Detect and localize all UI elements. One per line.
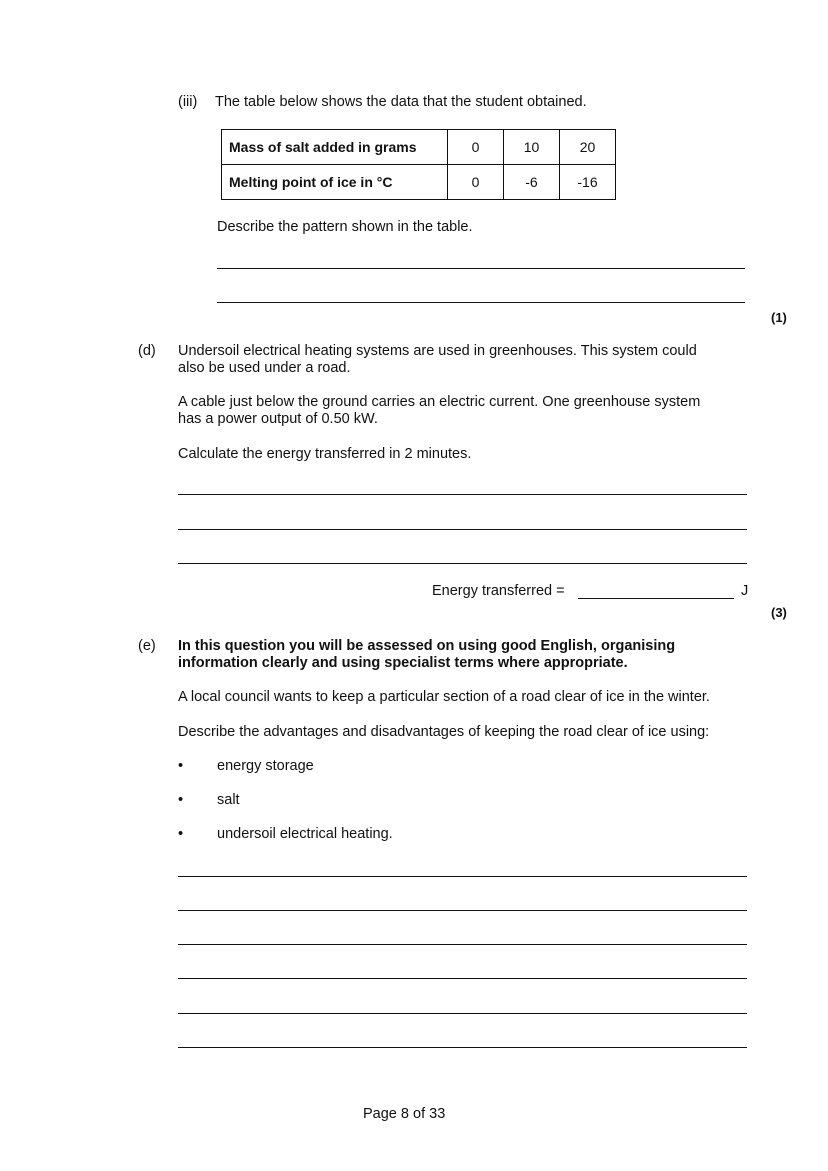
bullet-icon: • [178,826,184,842]
list-item: energy storage [217,758,314,774]
answer-line[interactable] [178,1013,747,1014]
part-e-bold-line1: In this question you will be assessed on using good English, organising [178,638,676,654]
list-item: undersoil electrical heating. [217,826,393,842]
part-d-para1-line2: also be used under a road. [178,360,351,376]
answer-line[interactable] [178,978,747,979]
marks-label: (3) [771,605,787,620]
part-d-prompt: Calculate the energy transferred in 2 minutes. [178,446,472,462]
part-d-para2-line2: has a power output of 0.50 kW. [178,411,378,427]
total-pages: 33 [429,1106,446,1122]
bullet-icon: • [178,758,184,774]
table-cell: 0 [448,130,504,165]
part-iii-prompt: Describe the pattern shown in the table. [217,219,473,235]
part-d-para2-line1: A cable just below the ground carries an electric current. One greenhouse system [178,394,701,410]
table-cell: -6 [504,165,560,200]
part-iii-label: (iii) [178,94,198,110]
salt-data-table [221,129,616,200]
answer-line[interactable] [178,1047,747,1048]
part-e-prompt: Describe the advantages and disadvantages of keeping the road clear of ice using: [178,724,710,740]
part-e-para1: A local council wants to keep a particular section of a road clear of ice in the winter. [178,689,710,705]
answer-line[interactable] [178,563,747,564]
answer-line[interactable] [217,302,745,303]
part-e-bold-line2: information clearly and using specialist terms where appropriate. [178,655,628,671]
table-cell: 0 [448,165,504,200]
list-item: salt [217,792,240,808]
table-row [222,165,616,200]
marks-label: (1) [771,310,787,325]
answer-line[interactable] [217,268,745,269]
table-row-header: Mass of salt added in grams [222,130,448,165]
table-row [222,130,616,165]
of-label: of [413,1106,426,1122]
energy-answer-label: Energy transferred = [432,583,565,599]
table-cell: 10 [504,130,560,165]
table-cell: 20 [560,130,616,165]
answer-line[interactable] [178,910,747,911]
page-label: Page [363,1106,397,1122]
part-d-para1-line1: Undersoil electrical heating systems are used in greenhouses. This system could [178,343,697,359]
answer-line[interactable] [178,529,747,530]
energy-answer-line[interactable] [578,598,734,599]
answer-line[interactable] [178,876,747,877]
answer-line[interactable] [178,944,747,945]
part-d-label: (d) [138,343,156,359]
table-row-header: Melting point of ice in °C [222,165,448,200]
part-iii-intro: The table below shows the data that the student obtained. [215,94,587,110]
bullet-icon: • [178,792,184,808]
answer-line[interactable] [178,494,747,495]
energy-unit: J [741,583,749,599]
page-footer [363,1106,445,1122]
table-cell: -16 [560,165,616,200]
part-e-label: (e) [138,638,156,654]
page-number: 8 [400,1106,409,1122]
